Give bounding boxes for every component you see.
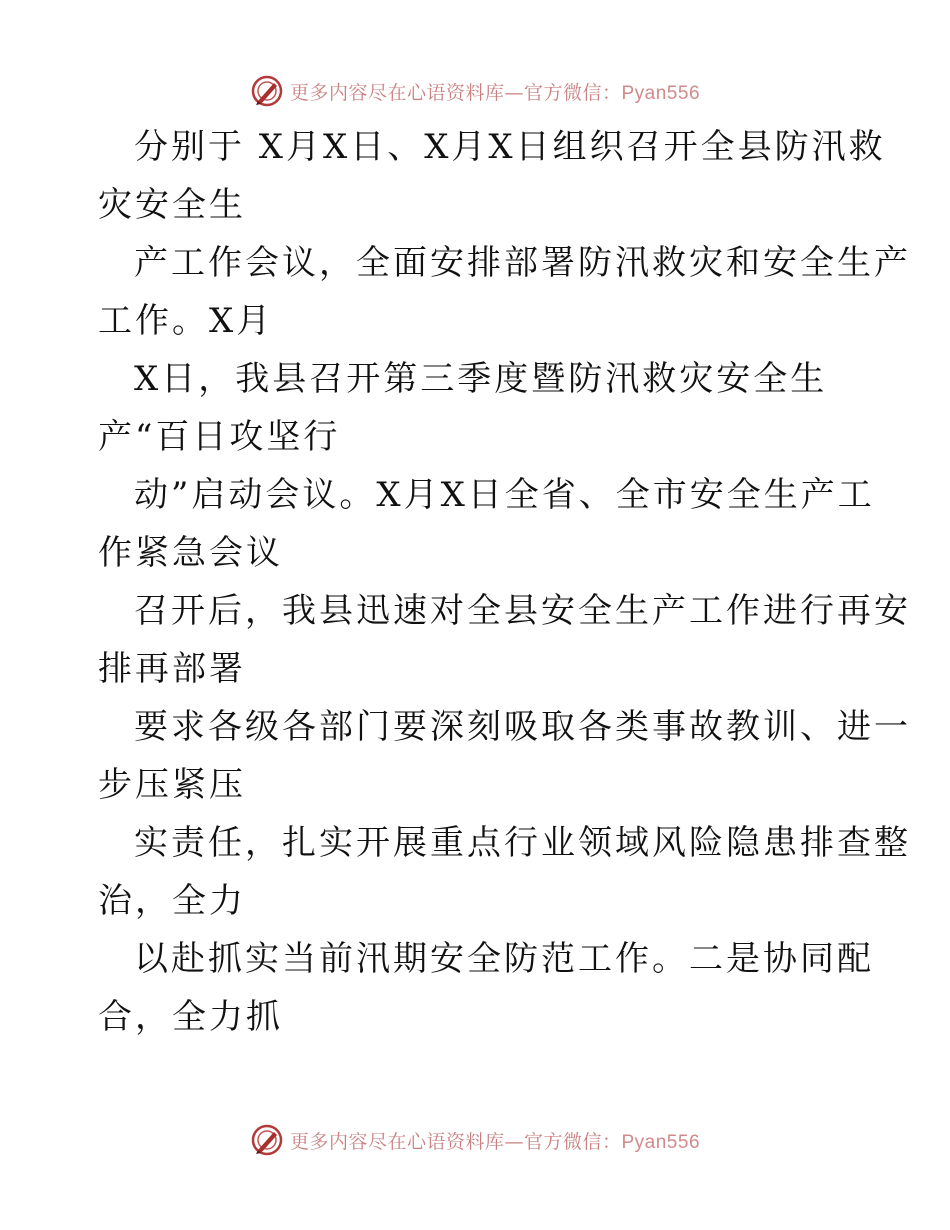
document-body bbox=[98, 118, 911, 1046]
paragraph-line: 产工作会议，全面安排部署防汛救灾和安全生产 bbox=[134, 243, 911, 283]
paragraph-line: 作紧急会议 bbox=[98, 533, 283, 573]
paragraph-line: 召开后，我县迅速对全县安全生产工作进行再安 bbox=[134, 591, 911, 631]
paragraph-line: 治，全力 bbox=[98, 881, 246, 921]
paragraph-line: 工作。X月 bbox=[98, 301, 274, 341]
watermark-text: 更多内容尽在心语资料库—官方微信：Pyan556 bbox=[289, 1130, 701, 1153]
paragraph-line: 要求各级各部门要深刻吸取各类事故教训、进一 bbox=[134, 707, 911, 747]
paragraph-line: 以赴抓实当前汛期安全防范工作。二是协同配 bbox=[134, 939, 874, 979]
watermark-contact: Pyan556 bbox=[621, 82, 701, 104]
paragraph-line: 产“百日攻坚行 bbox=[98, 417, 341, 457]
header-watermark bbox=[0, 71, 950, 111]
paragraph-line: 灾安全生 bbox=[98, 185, 246, 225]
paragraph-line: 动”启动会议。X月X日全省、全市安全生产工 bbox=[134, 475, 875, 515]
paragraph-line: 合，全力抓 bbox=[98, 997, 283, 1037]
paragraph-line: 实责任，扎实开展重点行业领域风险隐患排查整 bbox=[134, 823, 911, 863]
watermark-contact: Pyan556 bbox=[621, 1131, 701, 1153]
paragraph bbox=[98, 698, 911, 814]
paragraph bbox=[98, 814, 911, 930]
paragraph-line: 步压紧压 bbox=[98, 765, 246, 805]
paragraph bbox=[98, 930, 874, 1046]
paragraph-line: 分别于 X月X日、X月X日组织召开全县防汛救 bbox=[134, 127, 886, 167]
pen-logo-icon bbox=[250, 1123, 284, 1157]
paragraph bbox=[98, 350, 868, 466]
paragraph-line: 排再部署 bbox=[98, 649, 246, 689]
pen-logo-icon bbox=[250, 74, 284, 108]
footer-watermark bbox=[0, 1120, 950, 1160]
paragraph bbox=[98, 118, 886, 234]
paragraph bbox=[98, 466, 875, 582]
paragraph bbox=[98, 234, 911, 350]
watermark-text: 更多内容尽在心语资料库—官方微信：Pyan556 bbox=[289, 81, 701, 104]
paragraph bbox=[98, 582, 911, 698]
paragraph-line: X日，我县召开第三季度暨防汛救灾安全生 bbox=[134, 359, 828, 399]
